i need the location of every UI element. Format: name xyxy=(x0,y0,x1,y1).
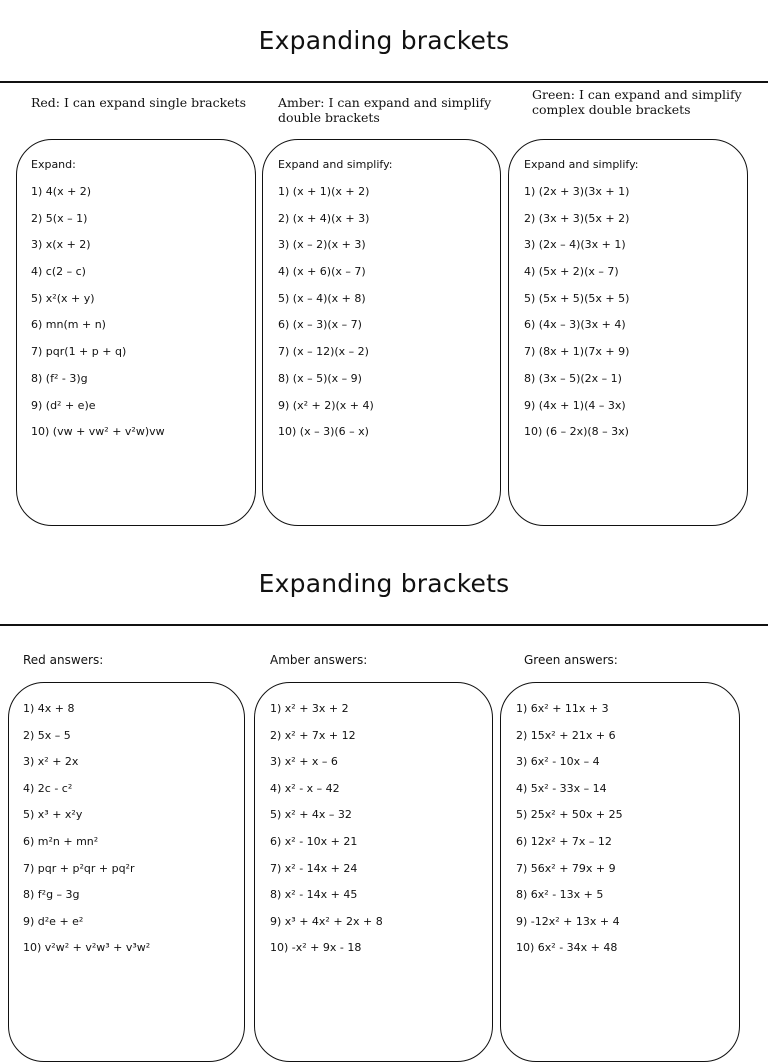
question-item: 2) 5(x – 1) xyxy=(31,211,88,225)
question-item: 7) (8x + 1)(7x + 9) xyxy=(524,345,630,359)
answer-item: 2) x² + 7x + 12 xyxy=(270,728,356,742)
answer-item: 9) -12x² + 13x + 4 xyxy=(516,914,620,928)
question-item: 1) (2x + 3)(3x + 1) xyxy=(524,185,630,198)
question-item: 7) pqr(1 + p + q) xyxy=(31,345,127,359)
answer-item: 7) 56x² + 79x + 9 xyxy=(516,861,616,875)
question-item: 10) (6 – 2x)(8 – 3x) xyxy=(524,425,629,439)
green-instruction: Expand and simplify: xyxy=(524,158,639,171)
answer-item: 2) 5x – 5 xyxy=(23,728,71,742)
question-item: 4) c(2 – c) xyxy=(31,265,86,279)
answer-item: 9) x³ + 4x² + 2x + 8 xyxy=(270,914,383,928)
answer-item: 4) x² - x – 42 xyxy=(270,781,340,795)
question-item: 5) (5x + 5)(5x + 5) xyxy=(524,291,630,305)
amber-instruction: Expand and simplify: xyxy=(278,158,393,171)
question-item: 3) (x – 2)(x + 3) xyxy=(278,238,366,252)
question-item: 9) (4x + 1)(4 – 3x) xyxy=(524,398,626,412)
amber-questions xyxy=(278,157,393,450)
answer-item: 5) 25x² + 50x + 25 xyxy=(516,808,623,822)
question-item: 3) (2x – 4)(3x + 1) xyxy=(524,238,626,252)
answer-item: 10) -x² + 9x - 18 xyxy=(270,941,362,955)
amber-answers-label: Amber answers: xyxy=(270,653,368,667)
worksheet-title: Expanding brackets xyxy=(258,26,510,55)
answer-item: 3) 6x² - 10x – 4 xyxy=(516,755,600,769)
answer-item: 6) m²n + mn² xyxy=(23,834,99,848)
question-item: 9) (d² + e)e xyxy=(31,398,96,412)
answer-item: 6) x² - 10x + 21 xyxy=(270,834,358,848)
answer-item: 8) f²g – 3g xyxy=(23,888,80,902)
question-item: 8) (f² - 3)g xyxy=(31,371,88,385)
answer-item: 1) x² + 3x + 2 xyxy=(270,702,349,715)
answer-item: 10) v²w² + v²w³ + v³w² xyxy=(23,941,151,955)
answer-item: 7) pqr + p²qr + pq²r xyxy=(23,861,135,875)
question-item: 5) (x – 4)(x + 8) xyxy=(278,291,366,305)
answer-item: 1) 6x² + 11x + 3 xyxy=(516,702,609,715)
question-item: 2) (x + 4)(x + 3) xyxy=(278,211,370,225)
question-item: 1) 4(x + 2) xyxy=(31,185,92,198)
question-item: 6) (4x – 3)(3x + 4) xyxy=(524,318,626,332)
question-item: 2) (3x + 3)(5x + 2) xyxy=(524,211,630,225)
question-item: 8) (3x – 5)(2x – 1) xyxy=(524,371,622,385)
question-item: 6) mn(m + n) xyxy=(31,318,106,332)
question-item: 5) x²(x + y) xyxy=(31,291,95,305)
answer-item: 7) x² - 14x + 24 xyxy=(270,861,358,875)
question-item: 4) (x + 6)(x – 7) xyxy=(278,265,366,279)
answers-divider xyxy=(0,624,768,626)
answer-item: 2) 15x² + 21x + 6 xyxy=(516,728,616,742)
answer-item: 3) x² + 2x xyxy=(23,755,79,769)
question-item: 9) (x² + 2)(x + 4) xyxy=(278,398,374,412)
answer-item: 8) x² - 14x + 45 xyxy=(270,888,358,902)
green-answers-label: Green answers: xyxy=(524,653,618,667)
red-answers xyxy=(23,700,150,966)
green-objective-label: Green: I can expand and simplify complex double brackets xyxy=(532,87,742,117)
answer-item: 8) 6x² - 13x + 5 xyxy=(516,888,604,902)
question-item: 3) x(x + 2) xyxy=(31,238,91,252)
question-item: 4) (5x + 2)(x – 7) xyxy=(524,265,619,279)
amber-answers xyxy=(270,700,383,966)
question-item: 10) (vw + vw² + v²w)vw xyxy=(31,425,165,439)
question-item: 10) (x – 3)(6 – x) xyxy=(278,425,369,439)
green-questions xyxy=(524,157,639,450)
question-item: 1) (x + 1)(x + 2) xyxy=(278,185,370,198)
question-item: 6) (x – 3)(x – 7) xyxy=(278,318,362,332)
question-item: 7) (x – 12)(x – 2) xyxy=(278,345,369,359)
red-objective-label: Red: I can expand single brackets xyxy=(31,95,246,110)
answer-item: 6) 12x² + 7x – 12 xyxy=(516,834,612,848)
answer-item: 1) 4x + 8 xyxy=(23,702,75,715)
red-instruction: Expand: xyxy=(31,158,76,171)
answer-item: 4) 5x² - 33x – 14 xyxy=(516,781,607,795)
red-questions xyxy=(31,157,165,450)
answers-title: Expanding brackets xyxy=(258,569,510,598)
worksheet-divider xyxy=(0,81,768,83)
answer-item: 4) 2c - c² xyxy=(23,781,73,795)
question-item: 8) (x – 5)(x – 9) xyxy=(278,371,362,385)
red-answers-label: Red answers: xyxy=(23,653,104,667)
answer-item: 3) x² + x – 6 xyxy=(270,755,338,769)
answer-item: 5) x³ + x²y xyxy=(23,808,83,822)
answer-item: 5) x² + 4x – 32 xyxy=(270,808,352,822)
answer-item: 10) 6x² - 34x + 48 xyxy=(516,941,618,955)
green-answers xyxy=(516,700,623,966)
answer-item: 9) d²e + e² xyxy=(23,914,84,928)
amber-objective-label: Amber: I can expand and simplify double brackets xyxy=(278,95,492,125)
